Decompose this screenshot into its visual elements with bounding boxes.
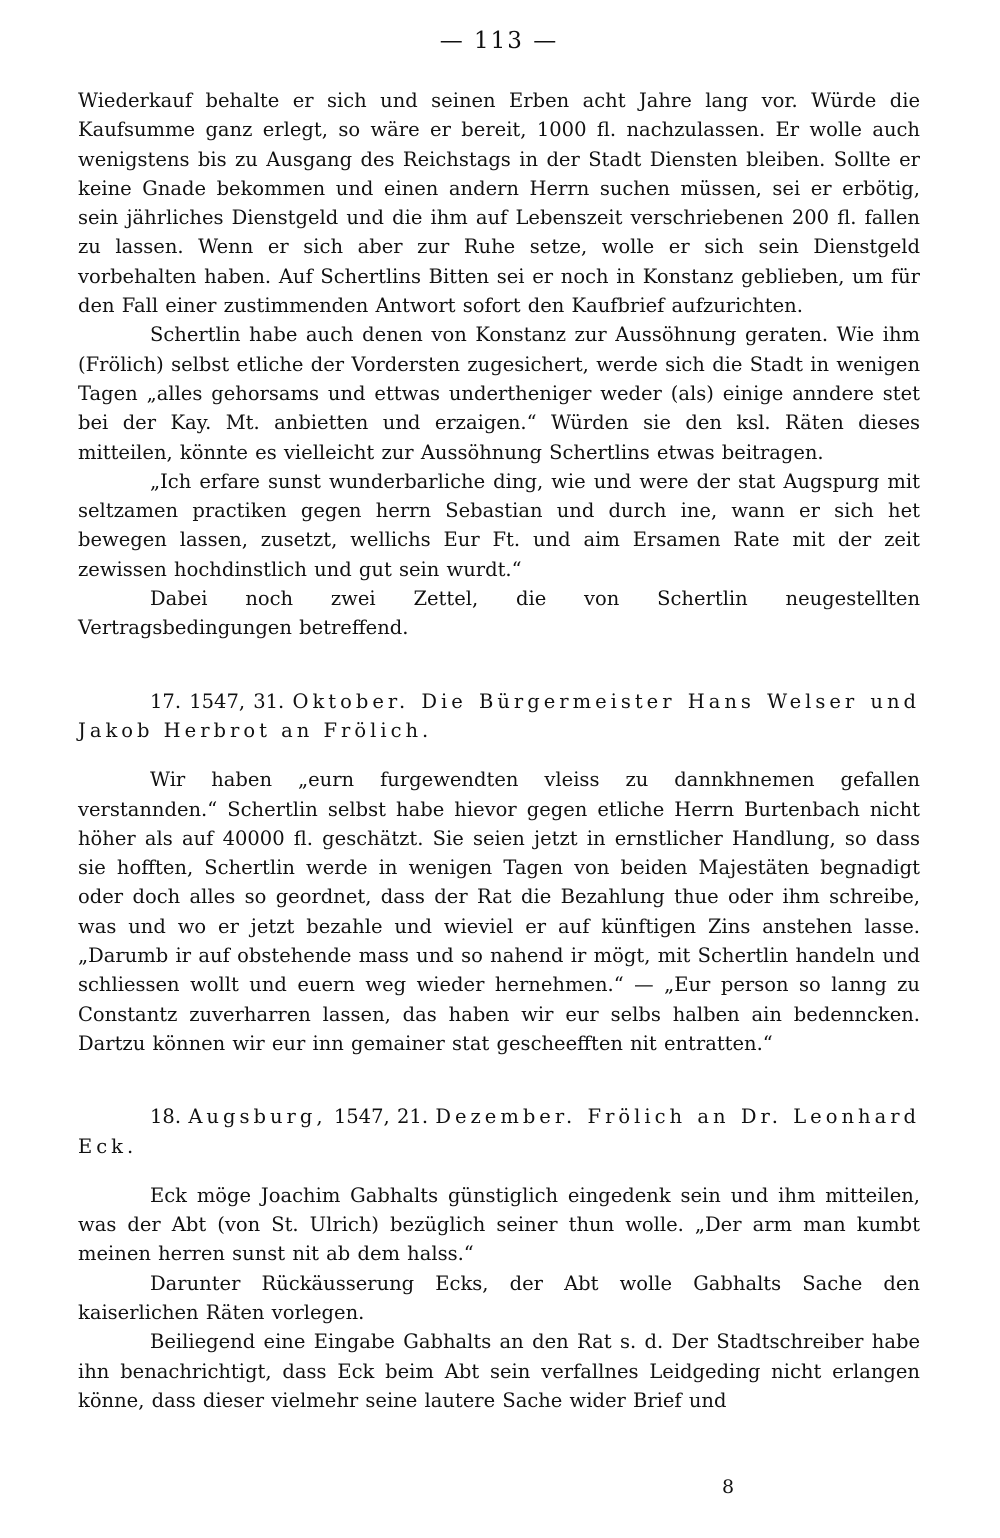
document-number: 17. — [150, 689, 182, 713]
page-number: — 113 — — [439, 28, 559, 54]
document-number: 18. — [150, 1105, 182, 1129]
document-title: Oktober. Die Bürgermeister Hans Welser und Jakob Herbrot an Frölich. — [78, 689, 921, 742]
heading-gap — [78, 745, 920, 765]
heading-gap — [78, 1161, 920, 1181]
document-title: Dezember. Frölich an Dr. Leonhard Eck. — [78, 1105, 921, 1158]
document-17-heading — [78, 687, 920, 746]
document-18-paragraph: Beiliegend eine Eingabe Gabhalts an den Rat s. d. Der Stadtschreiber habe ihn benachrichtigt, dass Eck beim Abt sein verfallnes Leidgeding nicht erlangen könne, dass dieser vielmehr seine lautere Sache wider Brief und — [78, 1330, 920, 1412]
section-gap — [78, 1058, 920, 1102]
section-gap — [78, 643, 920, 687]
continuation-paragraph: Schertlin habe auch denen von Konstanz zur Aussöhnung geraten. Wie ihm (Frölich) selbst etliche der Vordersten zugesichert, werde sich die Stadt in wenigen Tagen „alles gehorsams und ettwas undertheniger weder (als) einige anndere stet bei der Kay. Mt. anbietten und erzaigen.“ Würden sie den ksl. Räten dieses mitteilen, könnte es vielleicht zur Aussöhnung Schertlins etwas beitragen. — [78, 323, 920, 464]
document-date: 1547, 31. — [189, 689, 285, 713]
document-18-paragraph: Eck möge Joachim Gabhalts günstiglich eingedenk sein und ihm mitteilen, was der Abt (von St. Ulrich) bezüglich seiner thun wolle. „Der arm man kumbt meinen herren sunst nit ab dem halss.“ — [78, 1183, 920, 1266]
continuation-paragraph: Dabei noch zwei Zettel, die von Schertlin neugestellten Vertragsbedingungen betreffend. — [78, 587, 920, 640]
document-date: 1547, 21. — [333, 1105, 429, 1129]
quotation-paragraph: „Ich erfare sunst wunderbarliche ding, wie und were der stat Augspurg mit seltzamen practiken gegen herrn Sebastian und durch ine, wann er sich het bewegen lassen, zusetzt, wellichs Eur Ft. und aim Ersamen Rate mit der zeit zewissen hochdinstlich und gut sein wurdt.“ — [78, 469, 920, 581]
document-18-heading — [78, 1102, 920, 1161]
document-page — [78, 26, 920, 1526]
document-place: Augsburg, — [188, 1105, 327, 1129]
document-18-paragraph: Darunter Rückäusserung Ecks, der Abt wolle Gabhalts Sache den kaiserlichen Räten vorlegen. — [78, 1271, 920, 1324]
signature-mark: 8 — [722, 1476, 735, 1498]
document-17-paragraph: Wir haben „eurn furgewendten vleiss zu dannkhnemen gefallen verstannden.“ Schertlin selbst habe hievor gegen etliche Herrn Burtenbach nicht höher als auf 40000 fl. geschätzt. Sie seien jetzt in ernstlicher Handlung, so dass sie hofften, Schertlin werde in wenigen Tagen von beiden Majestäten begnadigt oder doch alles so geordnet, dass der Rat die Bezahlung thue oder ihm schreibe, was und wo er jetzt bezahle und wieviel er auf künftigen Zins anstehen lasse. „Darumb ir auf obstehende mass und so nahend ir mögt, mit Schertlin handeln und schliessen wollt und euern weg wieder hernehmen.“ — „Eur person so lanng zu Constantz zuverharren lassen, das haben wir eur selbs halben ain bedenncken. Dartzu können wir eur inn gemainer stat gescheefften nit entratten.“ — [78, 768, 920, 1055]
continuation-paragraph: Wiederkauf behalte er sich und seinen Erben acht Jahre lang vor. Würde die Kaufsumme ganz erlegt, so wäre er bereit, 1000 fl. nachzulassen. Er wolle auch wenigstens bis zu Ausgang des Reichstags in der Stadt Diensten bleiben. Sollte er keine Gnade bekommen und einen andern Herrn suchen müssen, sei er erbötig, sein jährliches Dienstgeld und die ihm auf Lebenszeit verschriebenen 200 fl. fallen zu lassen. Wenn er sich aber zur Ruhe setze, wolle er sich sein Dienstgeld vorbehalten haben. Auf Schertlins Bitten sei er noch in Konstanz geblieben, um für den Fall einer zustimmenden Antwort sofort den Kaufbrief aufzurichten. — [78, 89, 920, 318]
